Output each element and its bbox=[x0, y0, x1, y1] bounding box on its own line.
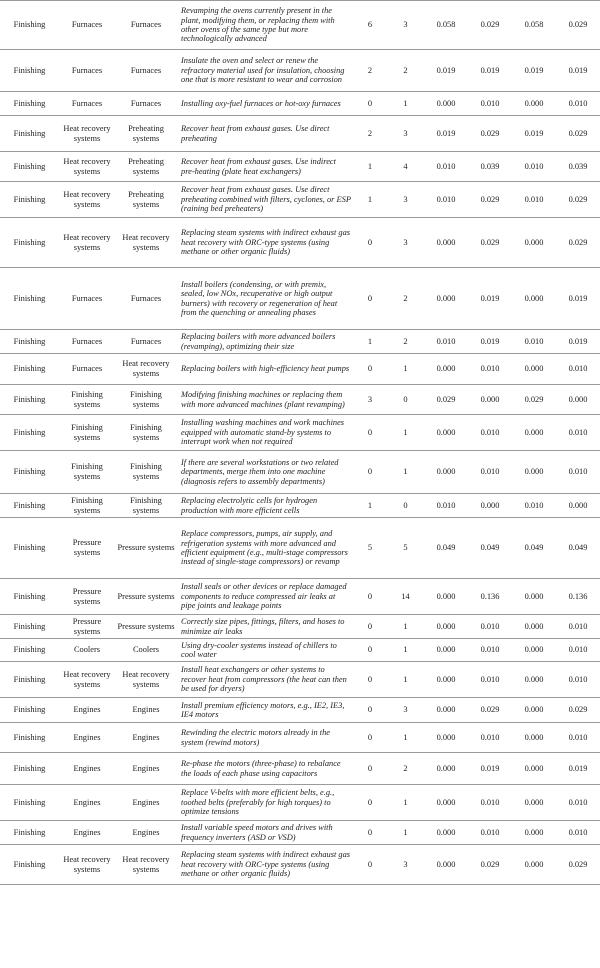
value-cell: 0.000 bbox=[424, 615, 468, 639]
value-cell: 1 bbox=[353, 182, 387, 218]
phase-cell: Finishing bbox=[0, 723, 59, 753]
table-row bbox=[0, 451, 600, 494]
description-cell: Replacing steam systems with indirect exhaust gas heat recovery with ORC-type systems (using methane or other organic fluids) bbox=[177, 845, 353, 885]
value-cell: 0.029 bbox=[468, 116, 512, 152]
table-row bbox=[0, 723, 600, 753]
category-cell: Furnaces bbox=[59, 50, 115, 92]
value-cell: 0.000 bbox=[512, 785, 556, 821]
value-cell: 0.010 bbox=[468, 723, 512, 753]
value-cell: 0.010 bbox=[468, 662, 512, 698]
value-cell: 3 bbox=[387, 182, 424, 218]
value-cell: 2 bbox=[353, 116, 387, 152]
subcategory-cell: Finishing systems bbox=[115, 451, 177, 494]
value-cell: 0.029 bbox=[468, 698, 512, 723]
value-cell: 0.000 bbox=[424, 845, 468, 885]
value-cell: 0.019 bbox=[468, 50, 512, 92]
phase-cell: Finishing bbox=[0, 494, 59, 518]
value-cell: 0.019 bbox=[512, 50, 556, 92]
category-cell: Furnaces bbox=[59, 330, 115, 354]
table-row bbox=[0, 615, 600, 639]
value-cell: 0.000 bbox=[512, 698, 556, 723]
table-row bbox=[0, 785, 600, 821]
table-row bbox=[0, 218, 600, 268]
value-cell: 1 bbox=[353, 152, 387, 182]
value-cell: 0.039 bbox=[468, 152, 512, 182]
value-cell: 1 bbox=[387, 615, 424, 639]
value-cell: 0.010 bbox=[556, 451, 600, 494]
category-cell: Finishing systems bbox=[59, 451, 115, 494]
value-cell: 0.010 bbox=[468, 785, 512, 821]
subcategory-cell: Preheating systems bbox=[115, 182, 177, 218]
phase-cell: Finishing bbox=[0, 785, 59, 821]
category-cell: Pressure systems bbox=[59, 518, 115, 579]
subcategory-cell: Finishing systems bbox=[115, 415, 177, 451]
table-row bbox=[0, 92, 600, 116]
phase-cell: Finishing bbox=[0, 451, 59, 494]
value-cell: 0.010 bbox=[556, 723, 600, 753]
phase-cell: Finishing bbox=[0, 50, 59, 92]
value-cell: 0.049 bbox=[512, 518, 556, 579]
table-row bbox=[0, 116, 600, 152]
value-cell: 0.010 bbox=[512, 494, 556, 518]
description-cell: Install heat exchangers or other systems to recover heat from compressors (the heat can then be used for dryers) bbox=[177, 662, 353, 698]
value-cell: 0.000 bbox=[468, 494, 512, 518]
value-cell: 0.000 bbox=[512, 92, 556, 116]
value-cell: 0.000 bbox=[512, 415, 556, 451]
value-cell: 0.000 bbox=[512, 845, 556, 885]
description-cell: Using dry-cooler systems instead of chillers to cool water bbox=[177, 639, 353, 662]
value-cell: 0.000 bbox=[424, 698, 468, 723]
value-cell: 0.010 bbox=[556, 821, 600, 845]
value-cell: 0.058 bbox=[424, 1, 468, 50]
value-cell: 0.000 bbox=[512, 579, 556, 615]
category-cell: Engines bbox=[59, 698, 115, 723]
value-cell: 0.058 bbox=[512, 1, 556, 50]
value-cell: 1 bbox=[387, 451, 424, 494]
value-cell: 0 bbox=[353, 218, 387, 268]
table-row bbox=[0, 494, 600, 518]
phase-cell: Finishing bbox=[0, 579, 59, 615]
description-cell: If there are several workstations or two related departments, merge them into one machine (diagnosis refers to assembly departments) bbox=[177, 451, 353, 494]
value-cell: 0 bbox=[353, 785, 387, 821]
value-cell: 0.000 bbox=[512, 268, 556, 330]
table-row bbox=[0, 662, 600, 698]
value-cell: 0.010 bbox=[556, 415, 600, 451]
table-row bbox=[0, 1, 600, 50]
table-row bbox=[0, 152, 600, 182]
phase-cell: Finishing bbox=[0, 330, 59, 354]
phase-cell: Finishing bbox=[0, 92, 59, 116]
value-cell: 0 bbox=[353, 639, 387, 662]
value-cell: 0 bbox=[353, 845, 387, 885]
table-row bbox=[0, 518, 600, 579]
value-cell: 0.000 bbox=[512, 753, 556, 785]
value-cell: 0 bbox=[353, 451, 387, 494]
value-cell: 0 bbox=[353, 698, 387, 723]
value-cell: 0.010 bbox=[468, 451, 512, 494]
description-cell: Rewinding the electric motors already in the system (rewind motors) bbox=[177, 723, 353, 753]
value-cell: 0.000 bbox=[424, 218, 468, 268]
value-cell: 0 bbox=[353, 662, 387, 698]
value-cell: 0.000 bbox=[468, 385, 512, 415]
value-cell: 0 bbox=[353, 92, 387, 116]
value-cell: 0.000 bbox=[512, 451, 556, 494]
description-cell: Install premium efficiency motors, e.g., IE2, IE3, IE4 motors bbox=[177, 698, 353, 723]
value-cell: 0.010 bbox=[468, 821, 512, 845]
value-cell: 0.000 bbox=[424, 579, 468, 615]
subcategory-cell: Engines bbox=[115, 698, 177, 723]
value-cell: 0.019 bbox=[512, 116, 556, 152]
value-cell: 0.000 bbox=[424, 354, 468, 385]
table-row bbox=[0, 698, 600, 723]
value-cell: 0.010 bbox=[512, 152, 556, 182]
value-cell: 0.000 bbox=[512, 723, 556, 753]
value-cell: 0.000 bbox=[556, 494, 600, 518]
value-cell: 0.000 bbox=[512, 354, 556, 385]
table-row bbox=[0, 821, 600, 845]
value-cell: 0 bbox=[353, 821, 387, 845]
value-cell: 0.010 bbox=[468, 639, 512, 662]
value-cell: 0.000 bbox=[512, 615, 556, 639]
subcategory-cell: Engines bbox=[115, 753, 177, 785]
value-cell: 1 bbox=[353, 494, 387, 518]
value-cell: 0.019 bbox=[424, 116, 468, 152]
value-cell: 0 bbox=[353, 415, 387, 451]
table-row bbox=[0, 182, 600, 218]
value-cell: 1 bbox=[387, 415, 424, 451]
value-cell: 0.029 bbox=[424, 385, 468, 415]
subcategory-cell: Finishing systems bbox=[115, 385, 177, 415]
subcategory-cell: Pressure systems bbox=[115, 615, 177, 639]
value-cell: 4 bbox=[387, 152, 424, 182]
value-cell: 5 bbox=[353, 518, 387, 579]
phase-cell: Finishing bbox=[0, 182, 59, 218]
phase-cell: Finishing bbox=[0, 845, 59, 885]
subcategory-cell: Furnaces bbox=[115, 1, 177, 50]
value-cell: 0 bbox=[353, 354, 387, 385]
value-cell: 0.010 bbox=[512, 330, 556, 354]
table-row bbox=[0, 385, 600, 415]
subcategory-cell: Heat recovery systems bbox=[115, 662, 177, 698]
value-cell: 0.019 bbox=[556, 268, 600, 330]
subcategory-cell: Engines bbox=[115, 821, 177, 845]
phase-cell: Finishing bbox=[0, 639, 59, 662]
value-cell: 0.010 bbox=[556, 785, 600, 821]
category-cell: Heat recovery systems bbox=[59, 845, 115, 885]
description-cell: Install variable speed motors and drives with frequency inverters (ASD or VSD) bbox=[177, 821, 353, 845]
value-cell: 0 bbox=[353, 268, 387, 330]
value-cell: 1 bbox=[387, 92, 424, 116]
value-cell: 0.019 bbox=[468, 753, 512, 785]
subcategory-cell: Heat recovery systems bbox=[115, 354, 177, 385]
phase-cell: Finishing bbox=[0, 152, 59, 182]
value-cell: 0 bbox=[387, 494, 424, 518]
description-cell: Correctly size pipes, fittings, filters, and hoses to minimize air leaks bbox=[177, 615, 353, 639]
value-cell: 0.000 bbox=[424, 662, 468, 698]
category-cell: Furnaces bbox=[59, 268, 115, 330]
value-cell: 0.010 bbox=[468, 354, 512, 385]
description-cell: Replace V-belts with more efficient belts, e.g., toothed belts (preferably for high torques) to optimize tensions bbox=[177, 785, 353, 821]
value-cell: 0.010 bbox=[468, 415, 512, 451]
value-cell: 0.019 bbox=[424, 50, 468, 92]
category-cell: Furnaces bbox=[59, 1, 115, 50]
value-cell: 0.019 bbox=[556, 330, 600, 354]
table-row bbox=[0, 753, 600, 785]
table-row bbox=[0, 50, 600, 92]
value-cell: 0 bbox=[353, 615, 387, 639]
value-cell: 0.000 bbox=[512, 218, 556, 268]
subcategory-cell: Pressure systems bbox=[115, 579, 177, 615]
value-cell: 2 bbox=[353, 50, 387, 92]
value-cell: 3 bbox=[387, 845, 424, 885]
phase-cell: Finishing bbox=[0, 615, 59, 639]
value-cell: 0 bbox=[353, 723, 387, 753]
value-cell: 1 bbox=[387, 662, 424, 698]
phase-cell: Finishing bbox=[0, 268, 59, 330]
phase-cell: Finishing bbox=[0, 385, 59, 415]
description-cell: Install seals or other devices or replace damaged components to reduce compressed air leaks at pipe joints and leakage points bbox=[177, 579, 353, 615]
category-cell: Heat recovery systems bbox=[59, 218, 115, 268]
value-cell: 0.019 bbox=[468, 330, 512, 354]
category-cell: Heat recovery systems bbox=[59, 182, 115, 218]
description-cell: Recover heat from exhaust gases. Use direct preheating combined with filters, cyclones, or ESP (raining bed preheaters) bbox=[177, 182, 353, 218]
value-cell: 2 bbox=[387, 330, 424, 354]
value-cell: 0.010 bbox=[556, 92, 600, 116]
description-cell: Modifying finishing machines or replacing them with more advanced machines (plant revamping) bbox=[177, 385, 353, 415]
subcategory-cell: Engines bbox=[115, 785, 177, 821]
value-cell: 1 bbox=[353, 330, 387, 354]
value-cell: 0.000 bbox=[512, 662, 556, 698]
subcategory-cell: Furnaces bbox=[115, 268, 177, 330]
category-cell: Coolers bbox=[59, 639, 115, 662]
subcategory-cell: Furnaces bbox=[115, 50, 177, 92]
value-cell: 0.000 bbox=[512, 821, 556, 845]
value-cell: 5 bbox=[387, 518, 424, 579]
subcategory-cell: Furnaces bbox=[115, 330, 177, 354]
value-cell: 0.019 bbox=[556, 753, 600, 785]
category-cell: Furnaces bbox=[59, 92, 115, 116]
phase-cell: Finishing bbox=[0, 698, 59, 723]
phase-cell: Finishing bbox=[0, 415, 59, 451]
value-cell: 1 bbox=[387, 785, 424, 821]
value-cell: 0.010 bbox=[556, 615, 600, 639]
value-cell: 2 bbox=[387, 753, 424, 785]
value-cell: 0.000 bbox=[424, 821, 468, 845]
value-cell: 0.010 bbox=[468, 615, 512, 639]
value-cell: 0.049 bbox=[556, 518, 600, 579]
value-cell: 0.010 bbox=[424, 152, 468, 182]
value-cell: 0.019 bbox=[556, 50, 600, 92]
value-cell: 1 bbox=[387, 354, 424, 385]
phase-cell: Finishing bbox=[0, 518, 59, 579]
value-cell: 0.136 bbox=[468, 579, 512, 615]
value-cell: 0.000 bbox=[556, 385, 600, 415]
category-cell: Engines bbox=[59, 723, 115, 753]
value-cell: 2 bbox=[387, 268, 424, 330]
value-cell: 0.000 bbox=[424, 451, 468, 494]
value-cell: 0.010 bbox=[424, 182, 468, 218]
table-row bbox=[0, 330, 600, 354]
category-cell: Finishing systems bbox=[59, 494, 115, 518]
value-cell: 0.010 bbox=[556, 639, 600, 662]
value-cell: 0.029 bbox=[556, 182, 600, 218]
value-cell: 0.029 bbox=[556, 698, 600, 723]
value-cell: 0 bbox=[387, 385, 424, 415]
value-cell: 3 bbox=[353, 385, 387, 415]
subcategory-cell: Heat recovery systems bbox=[115, 218, 177, 268]
category-cell: Pressure systems bbox=[59, 615, 115, 639]
subcategory-cell: Preheating systems bbox=[115, 152, 177, 182]
value-cell: 0.136 bbox=[556, 579, 600, 615]
subcategory-cell: Coolers bbox=[115, 639, 177, 662]
value-cell: 0.000 bbox=[424, 785, 468, 821]
description-cell: Install boilers (condensing, or with premix, sealed, low NOx, recuperative or high output burners) with recovery or regeneration of heat from the quenching or annealing phases bbox=[177, 268, 353, 330]
category-cell: Finishing systems bbox=[59, 415, 115, 451]
value-cell: 0 bbox=[353, 753, 387, 785]
value-cell: 1 bbox=[387, 723, 424, 753]
description-cell: Installing oxy-fuel furnaces or hot-oxy furnaces bbox=[177, 92, 353, 116]
description-cell: Re-phase the motors (three-phase) to rebalance the loads of each phase using capacitors bbox=[177, 753, 353, 785]
value-cell: 0.010 bbox=[556, 354, 600, 385]
value-cell: 0.029 bbox=[468, 1, 512, 50]
value-cell: 0.010 bbox=[512, 182, 556, 218]
value-cell: 3 bbox=[387, 698, 424, 723]
value-cell: 0.000 bbox=[424, 415, 468, 451]
value-cell: 14 bbox=[387, 579, 424, 615]
description-cell: Replace compressors, pumps, air supply, and refrigeration systems with more advanced and efficient equipment (e.g., multi-stage compressors instead of single-stage compressors) or revamp bbox=[177, 518, 353, 579]
description-cell: Installing washing machines and work machines equipped with automatic stand-by systems to interrupt work when not required bbox=[177, 415, 353, 451]
subcategory-cell: Engines bbox=[115, 723, 177, 753]
value-cell: 0.029 bbox=[556, 1, 600, 50]
value-cell: 0.000 bbox=[424, 268, 468, 330]
subcategory-cell: Furnaces bbox=[115, 92, 177, 116]
value-cell: 0 bbox=[353, 579, 387, 615]
value-cell: 0.000 bbox=[512, 639, 556, 662]
description-cell: Replacing electrolytic cells for hydrogen production with more efficient cells bbox=[177, 494, 353, 518]
phase-cell: Finishing bbox=[0, 821, 59, 845]
value-cell: 1 bbox=[387, 821, 424, 845]
category-cell: Furnaces bbox=[59, 354, 115, 385]
table-body bbox=[0, 1, 600, 885]
phase-cell: Finishing bbox=[0, 218, 59, 268]
value-cell: 0.029 bbox=[468, 218, 512, 268]
description-cell: Insulate the oven and select or renew the refractory material used for insulation, choosing one that is more resistant to wear and corrosion bbox=[177, 50, 353, 92]
phase-cell: Finishing bbox=[0, 662, 59, 698]
value-cell: 0.029 bbox=[556, 218, 600, 268]
category-cell: Finishing systems bbox=[59, 385, 115, 415]
description-cell: Revamping the ovens currently present in the plant, modifying them, or replacing them with other ovens of the same type but more technologically advanced bbox=[177, 1, 353, 50]
category-cell: Engines bbox=[59, 821, 115, 845]
subcategory-cell: Finishing systems bbox=[115, 494, 177, 518]
value-cell: 0.029 bbox=[512, 385, 556, 415]
value-cell: 0.010 bbox=[424, 494, 468, 518]
category-cell: Heat recovery systems bbox=[59, 152, 115, 182]
value-cell: 0.049 bbox=[468, 518, 512, 579]
value-cell: 6 bbox=[353, 1, 387, 50]
description-cell: Recover heat from exhaust gases. Use indirect pre-heating (plate heat exchangers) bbox=[177, 152, 353, 182]
subcategory-cell: Preheating systems bbox=[115, 116, 177, 152]
table-row bbox=[0, 415, 600, 451]
table-row bbox=[0, 845, 600, 885]
table-row bbox=[0, 354, 600, 385]
phase-cell: Finishing bbox=[0, 753, 59, 785]
category-cell: Engines bbox=[59, 753, 115, 785]
value-cell: 0.010 bbox=[556, 662, 600, 698]
description-cell: Replacing boilers with high-efficiency heat pumps bbox=[177, 354, 353, 385]
value-cell: 0.010 bbox=[468, 92, 512, 116]
value-cell: 0.000 bbox=[424, 753, 468, 785]
category-cell: Pressure systems bbox=[59, 579, 115, 615]
subcategory-cell: Heat recovery systems bbox=[115, 845, 177, 885]
category-cell: Heat recovery systems bbox=[59, 662, 115, 698]
value-cell: 0.029 bbox=[556, 116, 600, 152]
value-cell: 0.039 bbox=[556, 152, 600, 182]
value-cell: 0.000 bbox=[424, 723, 468, 753]
phase-cell: Finishing bbox=[0, 1, 59, 50]
value-cell: 0.000 bbox=[424, 92, 468, 116]
value-cell: 0.019 bbox=[468, 268, 512, 330]
value-cell: 3 bbox=[387, 116, 424, 152]
table-row bbox=[0, 579, 600, 615]
phase-cell: Finishing bbox=[0, 354, 59, 385]
value-cell: 0.029 bbox=[468, 845, 512, 885]
table-row bbox=[0, 639, 600, 662]
description-cell: Recover heat from exhaust gases. Use direct preheating bbox=[177, 116, 353, 152]
subcategory-cell: Pressure systems bbox=[115, 518, 177, 579]
category-cell: Heat recovery systems bbox=[59, 116, 115, 152]
description-cell: Replacing boilers with more advanced boilers (revamping), optimizing their size bbox=[177, 330, 353, 354]
value-cell: 3 bbox=[387, 1, 424, 50]
value-cell: 0.049 bbox=[424, 518, 468, 579]
value-cell: 0.029 bbox=[468, 182, 512, 218]
value-cell: 0.029 bbox=[556, 845, 600, 885]
value-cell: 1 bbox=[387, 639, 424, 662]
description-cell: Replacing steam systems with indirect exhaust gas heat recovery with ORC-type systems (using methane or other organic fluids) bbox=[177, 218, 353, 268]
value-cell: 2 bbox=[387, 50, 424, 92]
phase-cell: Finishing bbox=[0, 116, 59, 152]
value-cell: 3 bbox=[387, 218, 424, 268]
category-cell: Engines bbox=[59, 785, 115, 821]
table-row bbox=[0, 268, 600, 330]
value-cell: 0.010 bbox=[424, 330, 468, 354]
value-cell: 0.000 bbox=[424, 639, 468, 662]
